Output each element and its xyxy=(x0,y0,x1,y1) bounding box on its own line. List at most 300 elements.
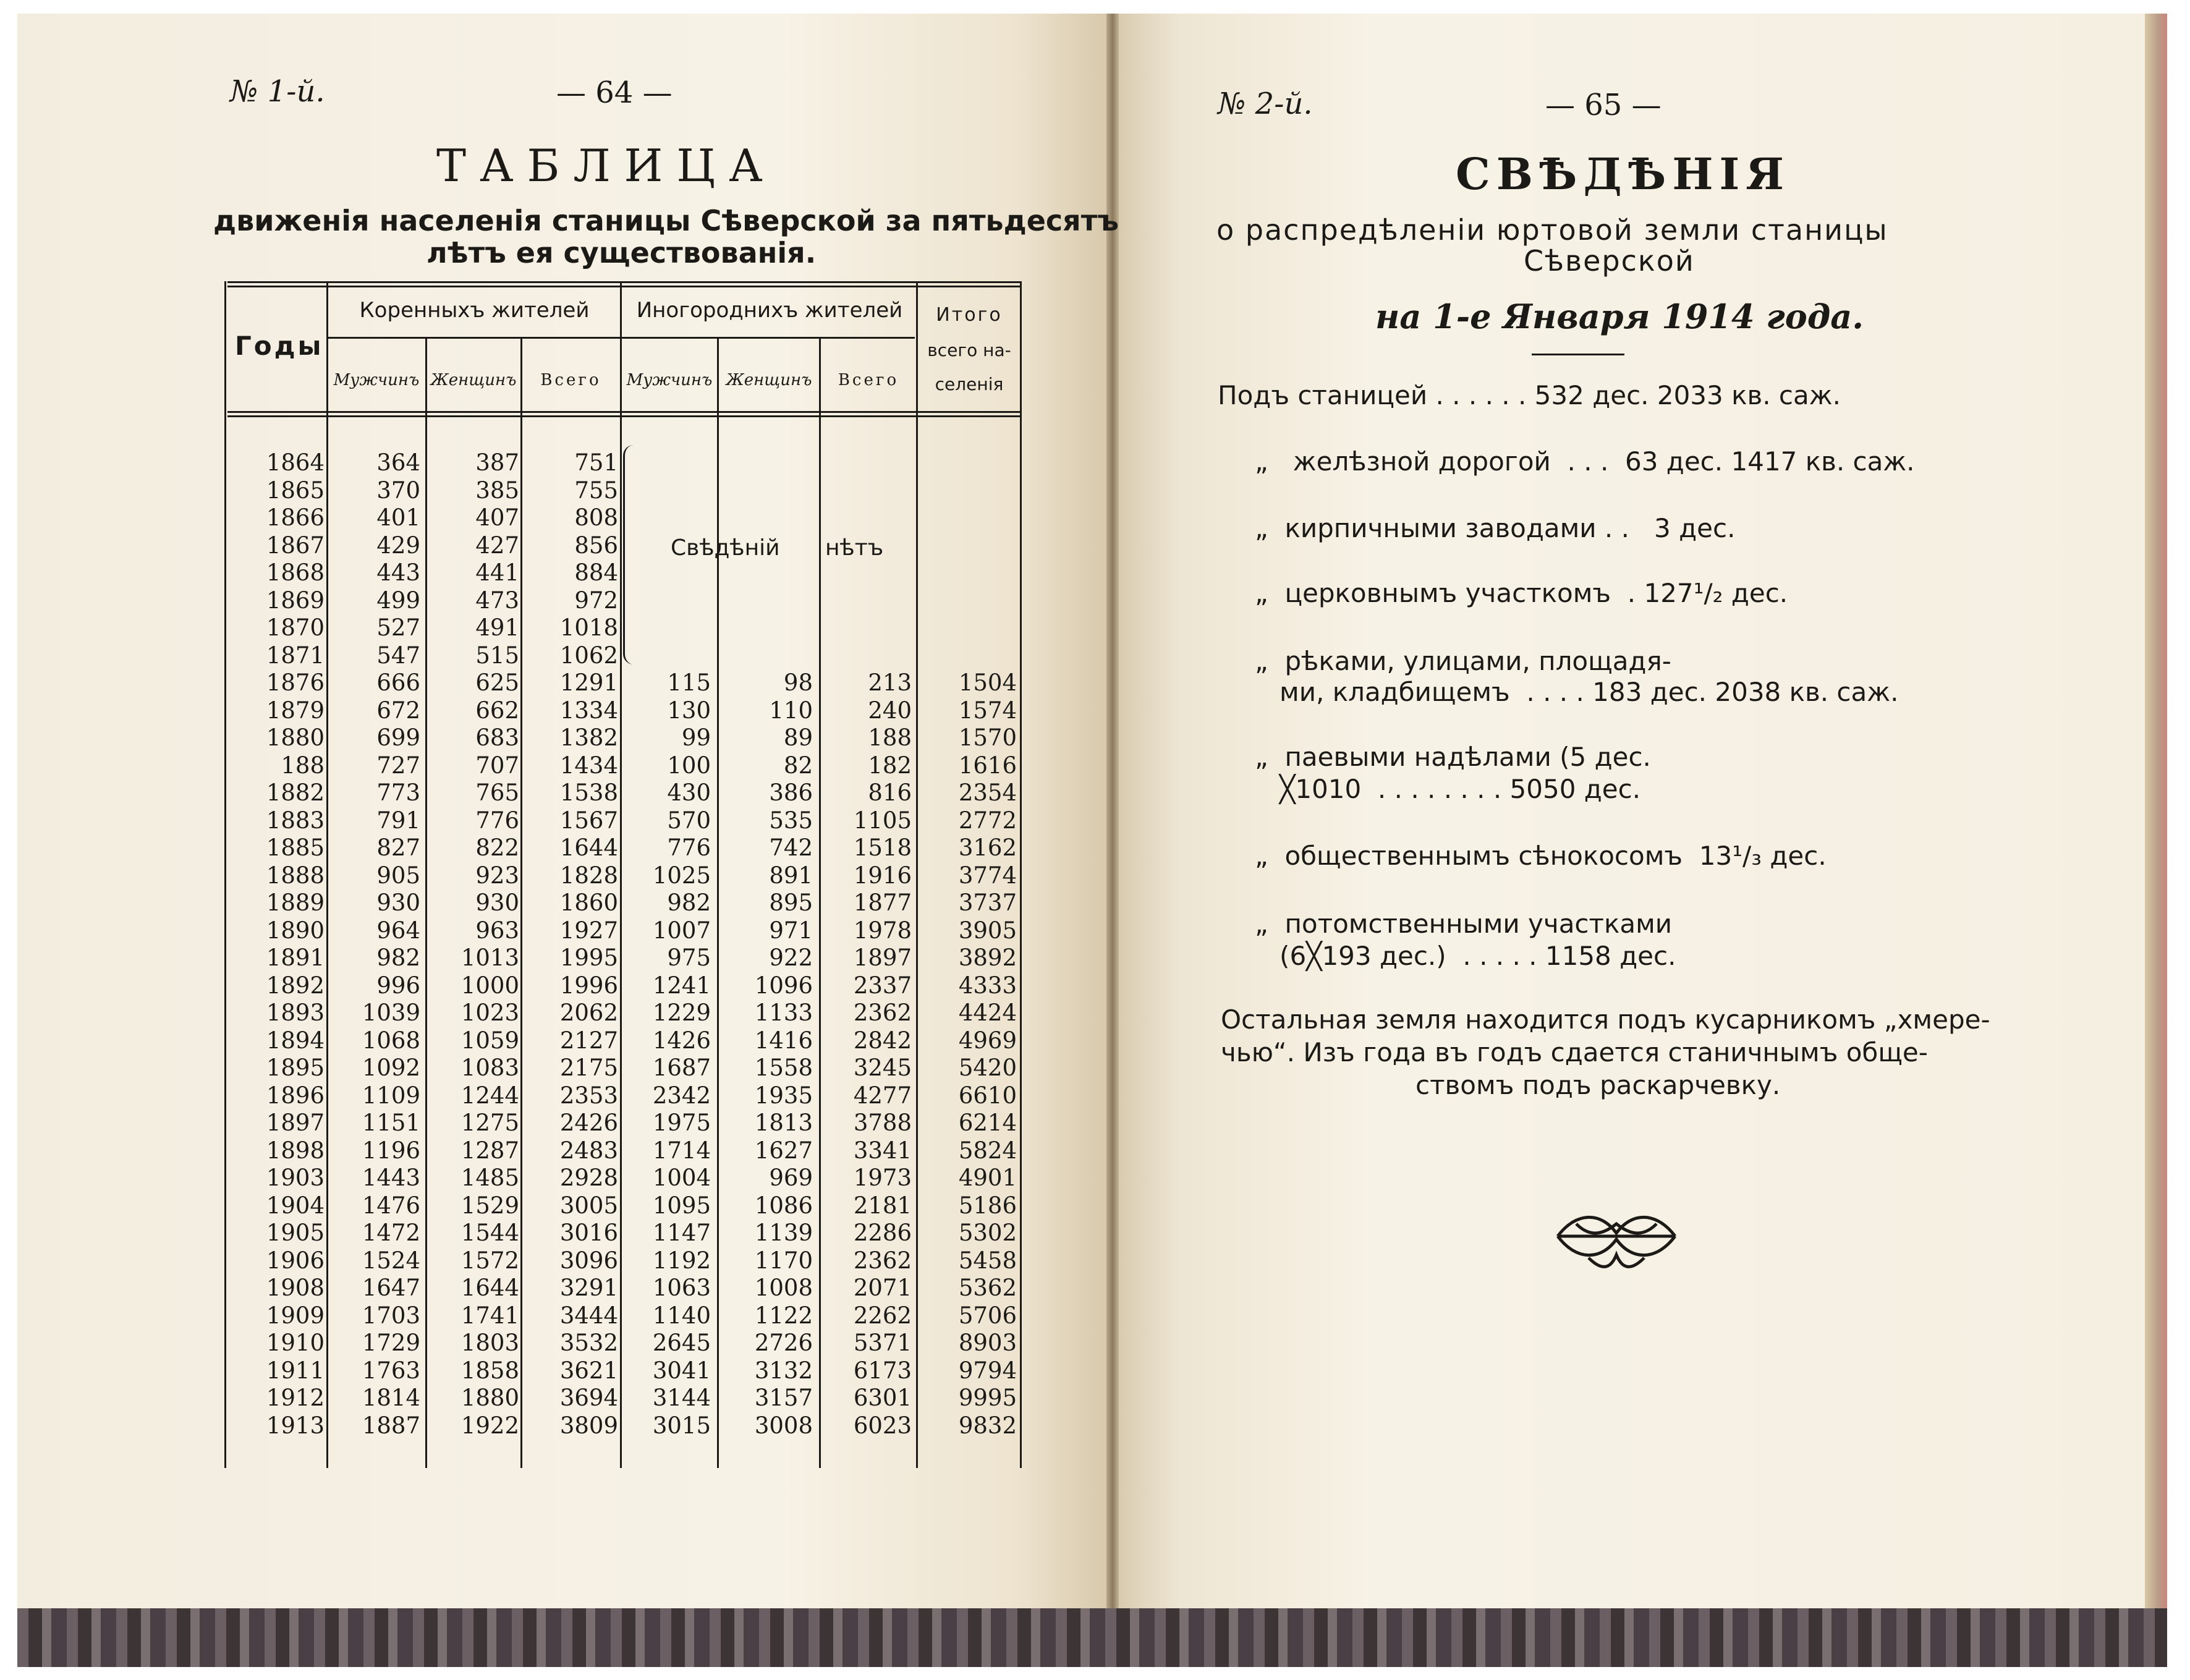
cell-nonres-women: 891 xyxy=(769,862,813,889)
cell-grand-total: 4901 xyxy=(958,1165,1017,1191)
land-item-6: „ паевыми надѣлами (5 дес. xyxy=(1255,742,1651,772)
footnote-line2: чью“. Изъ года въ годъ сдается станичнымъ обще- xyxy=(1221,1037,1928,1067)
table-row xyxy=(226,917,1023,945)
cell-nonres-men: 115 xyxy=(667,669,711,696)
population-table-body xyxy=(226,449,1023,1440)
cell-native-total: 3444 xyxy=(559,1302,618,1329)
cell-native-total: 972 xyxy=(574,587,618,614)
table-row xyxy=(226,1137,1023,1165)
header-total-3: селенія xyxy=(935,374,1004,394)
cell-nonres-women: 82 xyxy=(783,752,813,779)
cell-nonres-women: 895 xyxy=(769,889,813,916)
cell-native-women: 765 xyxy=(475,779,519,806)
cell-native-total: 3005 xyxy=(559,1192,618,1219)
cell-native-women: 1544 xyxy=(460,1220,519,1246)
cell-native-women: 1275 xyxy=(460,1109,519,1136)
cell-nonres-men: 975 xyxy=(667,944,711,971)
cell-nonres-men: 1147 xyxy=(652,1220,711,1246)
cell-year: 1906 xyxy=(266,1247,325,1274)
cell-native-men: 996 xyxy=(376,972,420,999)
cell-nonres-women: 98 xyxy=(783,669,813,696)
cell-year: 1896 xyxy=(266,1082,325,1109)
cell-nonres-men: 99 xyxy=(681,724,711,751)
cell-year: 1870 xyxy=(266,614,325,641)
cell-native-women: 1244 xyxy=(460,1082,519,1109)
cell-native-men: 930 xyxy=(376,889,420,916)
right-page-number: — 65 — xyxy=(1545,88,1662,122)
table-top-rule xyxy=(227,281,1022,283)
cell-native-women: 930 xyxy=(475,889,519,916)
cell-nonres-women: 1935 xyxy=(754,1082,813,1109)
cell-nonres-total: 816 xyxy=(868,779,912,806)
cell-native-total: 808 xyxy=(574,504,618,531)
land-item-2: „ кирпичными заводами . . 3 дес. xyxy=(1255,513,1736,543)
cell-nonres-total: 1897 xyxy=(853,944,912,971)
cell-native-total: 1018 xyxy=(559,614,618,641)
table-row xyxy=(226,669,1023,697)
cell-native-total: 1434 xyxy=(559,752,618,779)
cell-nonres-total: 2337 xyxy=(853,972,912,999)
cell-year: 1868 xyxy=(266,559,325,586)
table-row xyxy=(226,1412,1023,1440)
cell-nonres-men: 1426 xyxy=(652,1027,711,1054)
cell-nonres-men: 1714 xyxy=(652,1137,711,1164)
cell-year: 1894 xyxy=(266,1027,325,1054)
cell-native-men: 1524 xyxy=(362,1247,420,1274)
cell-year: 1866 xyxy=(266,504,325,531)
table-row xyxy=(226,614,1023,642)
cell-native-women: 1013 xyxy=(460,944,519,971)
cell-native-total: 2426 xyxy=(559,1109,618,1136)
cell-nonres-total: 2842 xyxy=(853,1027,912,1054)
cell-native-total: 3096 xyxy=(559,1247,618,1274)
no-data-label-a: Свѣдѣній xyxy=(671,535,780,561)
cell-native-total: 1334 xyxy=(559,697,618,724)
cell-nonres-total: 182 xyxy=(868,752,912,779)
book-spine xyxy=(1106,14,1119,1608)
header-nonresident-group: Иногороднихъ жителей xyxy=(636,298,903,323)
cell-native-men: 1472 xyxy=(362,1220,420,1246)
cell-nonres-total: 3341 xyxy=(853,1137,912,1164)
land-item-8: „ общественнымъ сѣнокосомъ 13¹/₃ дес. xyxy=(1255,841,1827,871)
cell-native-women: 1529 xyxy=(460,1192,519,1219)
cell-grand-total: 5186 xyxy=(958,1192,1017,1219)
cell-native-men: 1814 xyxy=(362,1385,420,1411)
table-row xyxy=(226,559,1023,587)
cell-native-total: 2928 xyxy=(559,1165,618,1191)
cell-native-total: 3621 xyxy=(559,1357,618,1384)
cell-nonres-total: 1978 xyxy=(853,917,912,944)
cell-nonres-women: 1086 xyxy=(754,1192,813,1219)
cell-native-men: 1092 xyxy=(362,1054,420,1081)
left-subtitle-line2: лѣтъ ея существованія. xyxy=(427,236,817,269)
cell-native-women: 1858 xyxy=(460,1357,519,1384)
cell-native-women: 473 xyxy=(475,587,519,614)
cell-nonres-total: 1518 xyxy=(853,834,912,861)
cell-nonres-men: 982 xyxy=(667,889,711,916)
cell-native-women: 683 xyxy=(475,724,519,751)
cell-native-total: 3532 xyxy=(559,1330,618,1356)
table-row xyxy=(226,449,1023,477)
table-row xyxy=(226,834,1023,862)
land-item-4: „ рѣками, улицами, площадя- xyxy=(1255,646,1671,676)
cell-grand-total: 1616 xyxy=(958,752,1017,779)
cell-nonres-women: 535 xyxy=(769,807,813,834)
cell-year: 1913 xyxy=(266,1412,325,1439)
subheader-native-women: Женщинъ xyxy=(430,371,517,389)
cell-native-women: 407 xyxy=(475,504,519,531)
table-row xyxy=(226,972,1023,1000)
cell-nonres-women: 3008 xyxy=(754,1412,813,1439)
cell-native-total: 1567 xyxy=(559,807,618,834)
header-native-group: Коренныхъ жителей xyxy=(359,298,590,323)
cell-nonres-women: 1139 xyxy=(754,1220,813,1246)
cell-grand-total: 4969 xyxy=(958,1027,1017,1054)
cell-grand-total: 2772 xyxy=(958,807,1017,834)
cell-nonres-women: 2726 xyxy=(754,1330,813,1356)
cell-year: 1885 xyxy=(266,834,325,861)
ornament-icon xyxy=(1551,1199,1681,1273)
cell-native-total: 884 xyxy=(574,559,618,586)
cell-nonres-men: 1007 xyxy=(652,917,711,944)
cell-native-men: 1068 xyxy=(362,1027,420,1054)
cell-nonres-men: 3041 xyxy=(652,1357,711,1384)
cell-native-men: 1039 xyxy=(362,999,420,1026)
cell-grand-total: 3905 xyxy=(958,917,1017,944)
land-item-7: ╳1010 . . . . . . . . 5050 дес. xyxy=(1255,774,1641,804)
land-item-3: „ церковнымъ участкомъ . 127¹/₂ дес. xyxy=(1255,578,1788,608)
cell-native-total: 755 xyxy=(574,477,618,504)
cell-nonres-women: 3132 xyxy=(754,1357,813,1384)
cell-native-total: 1996 xyxy=(559,972,618,999)
cell-native-women: 963 xyxy=(475,917,519,944)
cell-native-men: 364 xyxy=(376,449,420,476)
land-item-10: (6╳193 дес.) . . . . . 1158 дес. xyxy=(1255,941,1676,971)
table-row xyxy=(226,1054,1023,1082)
cell-year: 1864 xyxy=(266,449,325,476)
cell-native-men: 1196 xyxy=(362,1137,420,1164)
right-subtitle-line1: о распредѣленіи юртовой земли станицы xyxy=(1216,213,1888,247)
table-row xyxy=(226,1330,1023,1357)
cell-native-total: 1062 xyxy=(559,642,618,669)
cell-native-women: 707 xyxy=(475,752,519,779)
cell-grand-total: 3892 xyxy=(958,944,1017,971)
land-item-5: ми, кладбищемъ . . . . 183 дес. 2038 кв. саж. xyxy=(1255,677,1899,707)
cell-nonres-total: 213 xyxy=(868,669,912,696)
cell-native-men: 773 xyxy=(376,779,420,806)
cell-native-women: 625 xyxy=(475,669,519,696)
cell-nonres-men: 1241 xyxy=(652,972,711,999)
right-subtitle-line2: Сѣверской xyxy=(1524,244,1695,278)
cell-year: 1911 xyxy=(266,1357,325,1384)
cell-nonres-men: 1687 xyxy=(652,1054,711,1081)
cell-nonres-men: 1025 xyxy=(652,862,711,889)
cell-nonres-total: 1916 xyxy=(853,862,912,889)
cell-native-men: 370 xyxy=(376,477,420,504)
cell-year: 1871 xyxy=(266,642,325,669)
cell-grand-total: 9832 xyxy=(958,1412,1017,1439)
cell-nonres-total: 2181 xyxy=(853,1192,912,1219)
cell-year: 1891 xyxy=(266,944,325,971)
header-years: Годы xyxy=(235,331,324,361)
cell-year: 1879 xyxy=(266,697,325,724)
cell-native-total: 3694 xyxy=(559,1385,618,1411)
cell-native-men: 1443 xyxy=(362,1165,420,1191)
right-doc-number: № 2-й. xyxy=(1218,87,1313,121)
cell-grand-total: 5824 xyxy=(958,1137,1017,1164)
right-title: СВѢДѢНІЯ xyxy=(1456,148,1790,200)
cell-nonres-men: 100 xyxy=(667,752,711,779)
cell-year: 1869 xyxy=(266,587,325,614)
table-row xyxy=(226,1302,1023,1330)
cell-grand-total: 5458 xyxy=(958,1247,1017,1274)
cell-native-women: 1059 xyxy=(460,1027,519,1054)
cell-nonres-women: 386 xyxy=(769,779,813,806)
header-total-2: всего на- xyxy=(927,340,1011,360)
cell-native-total: 3291 xyxy=(559,1275,618,1301)
cell-nonres-men: 3144 xyxy=(652,1385,711,1411)
cell-native-men: 1109 xyxy=(362,1082,420,1109)
cell-native-men: 905 xyxy=(376,862,420,889)
subheader-native-men: Мужчинъ xyxy=(333,371,420,389)
cell-nonres-men: 130 xyxy=(667,697,711,724)
left-page-number: — 64 — xyxy=(556,75,673,110)
table-row xyxy=(226,477,1023,505)
cell-native-men: 429 xyxy=(376,532,420,559)
cell-nonres-men: 2342 xyxy=(652,1082,711,1109)
cell-year: 1890 xyxy=(266,917,325,944)
cell-grand-total: 5706 xyxy=(958,1302,1017,1329)
land-item-0: Подъ станицей . . . . . . 532 дес. 2033 кв. саж. xyxy=(1218,380,1841,410)
cell-nonres-total: 2071 xyxy=(853,1275,912,1301)
cell-native-men: 982 xyxy=(376,944,420,971)
cell-native-women: 1083 xyxy=(460,1054,519,1081)
cell-grand-total: 4333 xyxy=(958,972,1017,999)
cell-native-men: 1476 xyxy=(362,1192,420,1219)
cell-nonres-total: 3788 xyxy=(853,1109,912,1136)
cell-nonres-total: 2262 xyxy=(853,1302,912,1329)
table-row xyxy=(226,1027,1023,1055)
cell-year: 1897 xyxy=(266,1109,325,1136)
table-row xyxy=(226,889,1023,917)
land-item-9: „ потомственными участками xyxy=(1255,909,1673,939)
cell-native-women: 491 xyxy=(475,614,519,641)
cell-grand-total: 1504 xyxy=(958,669,1017,696)
cell-native-women: 662 xyxy=(475,697,519,724)
table-row xyxy=(226,697,1023,725)
cell-year: 1903 xyxy=(266,1165,325,1191)
cell-grand-total: 5420 xyxy=(958,1054,1017,1081)
cell-nonres-men: 1140 xyxy=(652,1302,711,1329)
cell-nonres-women: 3157 xyxy=(754,1385,813,1411)
cell-nonres-total: 2362 xyxy=(853,999,912,1026)
table-header-rule xyxy=(227,411,1022,413)
cell-grand-total: 1574 xyxy=(958,697,1017,724)
cell-native-women: 515 xyxy=(475,642,519,669)
cell-native-men: 1151 xyxy=(362,1109,420,1136)
cell-native-total: 1860 xyxy=(559,889,618,916)
cell-year: 1905 xyxy=(266,1220,325,1246)
cell-nonres-women: 110 xyxy=(769,697,813,724)
cell-nonres-men: 1192 xyxy=(652,1247,711,1274)
cell-year: 1912 xyxy=(266,1385,325,1411)
cell-nonres-women: 742 xyxy=(769,834,813,861)
table-row xyxy=(226,724,1023,752)
cell-native-total: 2483 xyxy=(559,1137,618,1164)
table-row xyxy=(226,1220,1023,1247)
cell-nonres-women: 922 xyxy=(769,944,813,971)
cell-native-men: 547 xyxy=(376,642,420,669)
cell-native-total: 751 xyxy=(574,449,618,476)
page-edge xyxy=(2145,14,2167,1608)
cell-grand-total: 9995 xyxy=(958,1385,1017,1411)
table-row xyxy=(226,642,1023,670)
cell-native-total: 1995 xyxy=(559,944,618,971)
cell-nonres-women: 969 xyxy=(769,1165,813,1191)
table-row xyxy=(226,752,1023,780)
cell-native-women: 1803 xyxy=(460,1330,519,1356)
table-row xyxy=(226,999,1023,1027)
table-row xyxy=(226,1109,1023,1137)
subheader-nonres-all: Всего xyxy=(838,371,899,389)
subheader-nonres-women: Женщинъ xyxy=(726,371,812,389)
cell-native-women: 776 xyxy=(475,807,519,834)
cell-year: 1880 xyxy=(266,724,325,751)
cell-native-women: 923 xyxy=(475,862,519,889)
cell-grand-total: 2354 xyxy=(958,779,1017,806)
cell-year: 1889 xyxy=(266,889,325,916)
cell-grand-total: 6610 xyxy=(958,1082,1017,1109)
table-row xyxy=(226,587,1023,615)
cell-nonres-women: 89 xyxy=(783,724,813,751)
cell-nonres-women: 1096 xyxy=(754,972,813,999)
cell-native-total: 1291 xyxy=(559,669,618,696)
table-row xyxy=(226,1357,1023,1385)
cell-year: 1865 xyxy=(266,477,325,504)
cell-grand-total: 1570 xyxy=(958,724,1017,751)
cell-native-women: 1000 xyxy=(460,972,519,999)
cell-nonres-total: 6023 xyxy=(853,1412,912,1439)
cell-native-women: 1023 xyxy=(460,999,519,1026)
cell-year: 1904 xyxy=(266,1192,325,1219)
cell-native-total: 2175 xyxy=(559,1054,618,1081)
cell-nonres-men: 1229 xyxy=(652,999,711,1026)
cell-native-women: 1572 xyxy=(460,1247,519,1274)
cell-native-women: 1880 xyxy=(460,1385,519,1411)
table-row xyxy=(226,1247,1023,1275)
cell-grand-total: 3774 xyxy=(958,862,1017,889)
cell-nonres-women: 1122 xyxy=(754,1302,813,1329)
cell-native-total: 3809 xyxy=(559,1412,618,1439)
table-row xyxy=(226,504,1023,532)
left-subtitle-line1: движенія населенія станицы Сѣверской за пятьдесятъ xyxy=(213,204,1119,237)
cell-native-men: 499 xyxy=(376,587,420,614)
cell-year: 1908 xyxy=(266,1275,325,1301)
cell-native-men: 827 xyxy=(376,834,420,861)
cell-year: 1909 xyxy=(266,1302,325,1329)
cell-native-men: 1763 xyxy=(362,1357,420,1384)
cell-grand-total: 5362 xyxy=(958,1275,1017,1301)
table-row xyxy=(226,779,1023,807)
cell-year: 1876 xyxy=(266,669,325,696)
cell-native-total: 1828 xyxy=(559,862,618,889)
cell-nonres-women: 1558 xyxy=(754,1054,813,1081)
cell-nonres-men: 776 xyxy=(667,834,711,861)
cell-grand-total: 8903 xyxy=(958,1330,1017,1356)
cell-nonres-total: 6301 xyxy=(853,1385,912,1411)
cell-nonres-total: 5371 xyxy=(853,1330,912,1356)
cell-grand-total: 6214 xyxy=(958,1109,1017,1136)
cell-native-women: 1741 xyxy=(460,1302,519,1329)
cell-nonres-men: 1095 xyxy=(652,1192,711,1219)
cell-year: 1910 xyxy=(266,1330,325,1356)
table-row xyxy=(226,944,1023,972)
cell-grand-total: 5302 xyxy=(958,1220,1017,1246)
cell-native-women: 1287 xyxy=(460,1137,519,1164)
no-data-label-b: нѣтъ xyxy=(825,535,884,561)
cell-nonres-total: 188 xyxy=(868,724,912,751)
cell-native-men: 1647 xyxy=(362,1275,420,1301)
cell-grand-total: 9794 xyxy=(958,1357,1017,1384)
cell-native-men: 727 xyxy=(376,752,420,779)
cell-native-women: 387 xyxy=(475,449,519,476)
cell-nonres-men: 1004 xyxy=(652,1165,711,1191)
table-header-rule-2 xyxy=(227,415,1022,417)
cell-native-women: 385 xyxy=(475,477,519,504)
table-row xyxy=(226,1275,1023,1302)
cell-nonres-men: 1975 xyxy=(652,1109,711,1136)
cell-native-men: 443 xyxy=(376,559,420,586)
cell-native-total: 1644 xyxy=(559,834,618,861)
table-row xyxy=(226,862,1023,890)
cell-nonres-men: 3015 xyxy=(652,1412,711,1439)
cell-nonres-total: 4277 xyxy=(853,1082,912,1109)
cell-nonres-men: 570 xyxy=(667,807,711,834)
cell-native-men: 964 xyxy=(376,917,420,944)
left-doc-number: № 1-й. xyxy=(230,74,325,109)
cell-year: 188 xyxy=(281,752,325,779)
cell-nonres-men: 430 xyxy=(667,779,711,806)
cell-nonres-total: 2362 xyxy=(853,1247,912,1274)
cell-native-men: 1703 xyxy=(362,1302,420,1329)
cell-nonres-women: 971 xyxy=(769,917,813,944)
table-top-rule-2 xyxy=(227,286,1022,287)
cell-native-total: 2062 xyxy=(559,999,618,1026)
cell-native-men: 791 xyxy=(376,807,420,834)
cell-nonres-total: 1877 xyxy=(853,889,912,916)
cell-year: 1893 xyxy=(266,999,325,1026)
table-row xyxy=(226,1192,1023,1220)
subheader-native-all: Всего xyxy=(540,371,601,389)
cell-nonres-total: 6173 xyxy=(853,1357,912,1384)
cell-native-women: 441 xyxy=(475,559,519,586)
cell-native-women: 427 xyxy=(475,532,519,559)
land-item-1: „ желѣзной дорогой . . . 63 дес. 1417 кв. саж. xyxy=(1255,446,1915,477)
header-total-1: Итого xyxy=(936,304,1003,326)
cell-nonres-total: 2286 xyxy=(853,1220,912,1246)
cell-native-men: 401 xyxy=(376,504,420,531)
cell-native-total: 2353 xyxy=(559,1082,618,1109)
cell-grand-total: 3162 xyxy=(958,834,1017,861)
cell-native-men: 1729 xyxy=(362,1330,420,1356)
cell-native-men: 699 xyxy=(376,724,420,751)
cell-native-women: 1644 xyxy=(460,1275,519,1301)
table-row xyxy=(226,1165,1023,1192)
cell-nonres-total: 240 xyxy=(868,697,912,724)
cell-nonres-total: 3245 xyxy=(853,1054,912,1081)
table-row xyxy=(226,807,1023,835)
cell-nonres-women: 1813 xyxy=(754,1109,813,1136)
